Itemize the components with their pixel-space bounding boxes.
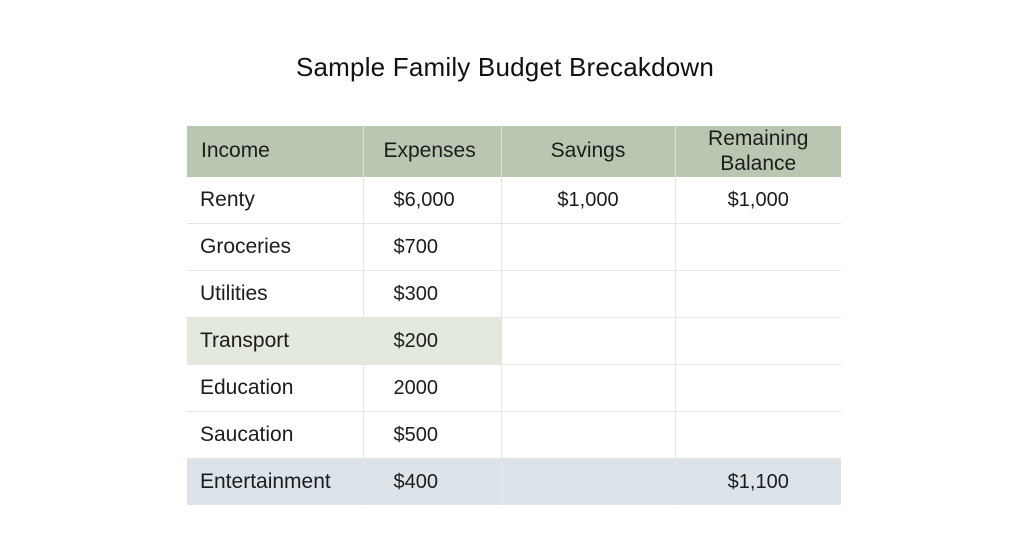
table-row-highlighted (187, 459, 841, 506)
expenses-cell: $700 (363, 224, 501, 271)
income-cell: Utilities (187, 271, 363, 318)
income-cell: Entertainment (187, 459, 363, 506)
remaining-balance-cell (675, 318, 841, 365)
table-row (187, 412, 841, 459)
expenses-cell: $6,000 (363, 177, 501, 224)
remaining-balance-cell (675, 224, 841, 271)
budget-table (187, 126, 841, 505)
expenses-cell: $300 (363, 271, 501, 318)
savings-cell (501, 365, 675, 412)
table-row (187, 224, 841, 271)
income-cell: Education (187, 365, 363, 412)
savings-cell (501, 271, 675, 318)
remaining-balance-cell: $1,100 (675, 459, 841, 506)
table-header-row (187, 126, 841, 177)
remaining-balance-cell: $1,000 (675, 177, 841, 224)
column-header-expenses: Expenses (363, 126, 501, 177)
remaining-balance-cell (675, 412, 841, 459)
table-row (187, 271, 841, 318)
table-row-highlighted (187, 318, 841, 365)
column-header-income: Income (187, 126, 363, 177)
table-row (187, 365, 841, 412)
savings-cell (501, 318, 675, 365)
income-cell: Renty (187, 177, 363, 224)
expenses-cell: $500 (363, 412, 501, 459)
column-header-remaining-line2: Balance (720, 151, 797, 175)
income-cell: Transport (187, 318, 363, 365)
savings-cell (501, 412, 675, 459)
remaining-balance-cell (675, 271, 841, 318)
income-cell: Groceries (187, 224, 363, 271)
table-row (187, 177, 841, 224)
expenses-cell: 2000 (363, 365, 501, 412)
savings-cell (501, 224, 675, 271)
column-header-remaining-line1: Remaining (708, 127, 809, 151)
savings-cell: $1,000 (501, 177, 675, 224)
income-cell: Saucation (187, 412, 363, 459)
expenses-cell: $200 (363, 318, 501, 365)
savings-cell (501, 459, 675, 506)
page-title: Sample Family Budget Brecakdown (295, 52, 715, 82)
expenses-cell: $400 (363, 459, 501, 506)
remaining-balance-cell (675, 365, 841, 412)
column-header-remaining-balance (675, 126, 841, 177)
column-header-savings: Savings (501, 126, 675, 177)
